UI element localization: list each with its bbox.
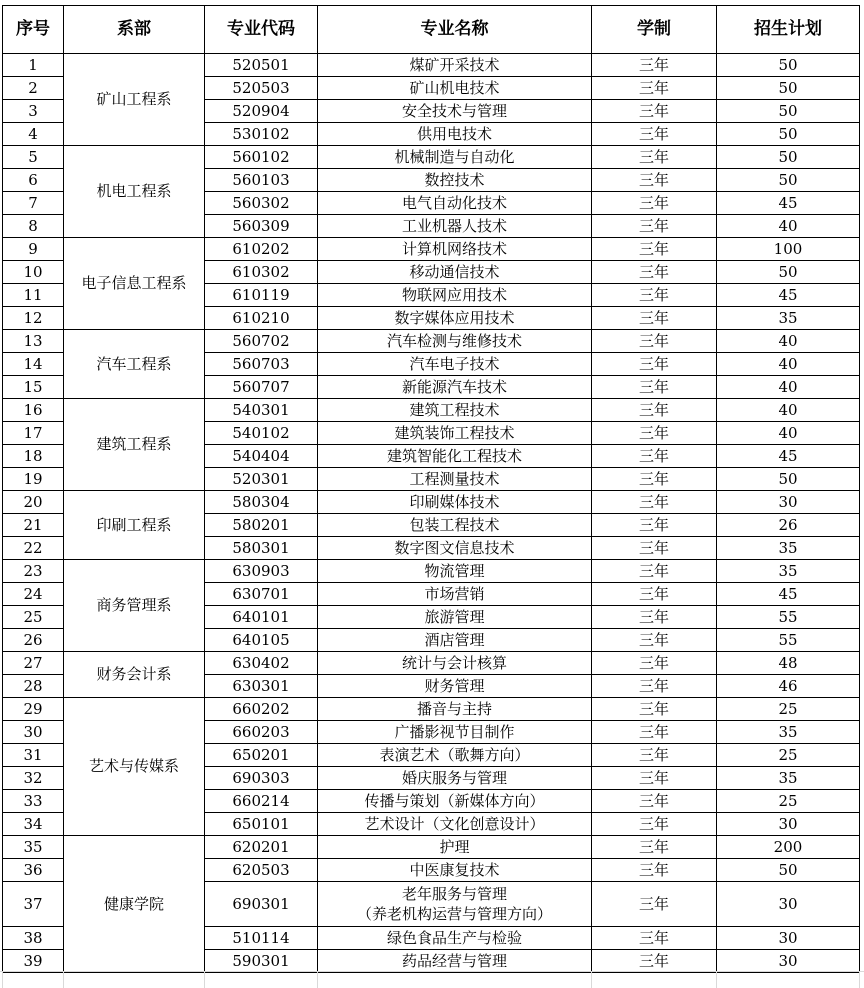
row-seq: 10 — [3, 261, 64, 284]
row-major-name: 包装工程技术 — [318, 514, 592, 537]
row-seq: 17 — [3, 422, 64, 445]
row-seq: 39 — [3, 950, 64, 973]
department-name: 商务管理系 — [64, 560, 205, 652]
department-name: 艺术与传媒系 — [64, 698, 205, 836]
row-major-code: 530102 — [205, 123, 318, 146]
row-enrollment-plan: 46 — [717, 675, 860, 698]
row-enrollment-plan: 30 — [717, 927, 860, 950]
department-name: 健康学院 — [64, 836, 205, 973]
row-major-code: 580301 — [205, 537, 318, 560]
row-major-code: 560703 — [205, 353, 318, 376]
row-duration: 三年 — [592, 54, 717, 77]
row-enrollment-plan: 50 — [717, 859, 860, 882]
row-major-code: 660202 — [205, 698, 318, 721]
row-major-code: 620201 — [205, 836, 318, 859]
row-seq: 29 — [3, 698, 64, 721]
row-major-name: 建筑工程技术 — [318, 399, 592, 422]
row-duration: 三年 — [592, 698, 717, 721]
row-major-name: 新能源汽车技术 — [318, 376, 592, 399]
row-seq: 4 — [3, 123, 64, 146]
row-major-name: 工业机器人技术 — [318, 215, 592, 238]
row-enrollment-plan: 40 — [717, 376, 860, 399]
row-enrollment-plan: 50 — [717, 261, 860, 284]
row-enrollment-plan: 35 — [717, 537, 860, 560]
row-duration: 三年 — [592, 629, 717, 652]
row-seq: 20 — [3, 491, 64, 514]
row-major-name: 酒店管理 — [318, 629, 592, 652]
row-enrollment-plan: 35 — [717, 721, 860, 744]
row-major-code: 580304 — [205, 491, 318, 514]
department-name: 财务会计系 — [64, 652, 205, 698]
row-major-code: 560103 — [205, 169, 318, 192]
row-major-code: 510114 — [205, 927, 318, 950]
row-major-code: 560702 — [205, 330, 318, 353]
row-major-name: 建筑智能化工程技术 — [318, 445, 592, 468]
row-major-name: 矿山机电技术 — [318, 77, 592, 100]
enrollment-plan-sheet — [2, 5, 860, 973]
row-seq: 18 — [3, 445, 64, 468]
row-duration: 三年 — [592, 215, 717, 238]
row-major-code: 560707 — [205, 376, 318, 399]
header-seq: 序号 — [3, 6, 64, 54]
row-major-name: 数字媒体应用技术 — [318, 307, 592, 330]
row-major-code: 520501 — [205, 54, 318, 77]
row-major-code: 650201 — [205, 744, 318, 767]
row-duration: 三年 — [592, 422, 717, 445]
row-enrollment-plan: 26 — [717, 514, 860, 537]
row-major-name: 中医康复技术 — [318, 859, 592, 882]
row-duration: 三年 — [592, 376, 717, 399]
row-seq: 12 — [3, 307, 64, 330]
row-major-name: 绿色食品生产与检验 — [318, 927, 592, 950]
table-row — [3, 836, 860, 859]
row-enrollment-plan: 45 — [717, 583, 860, 606]
department-name: 矿山工程系 — [64, 54, 205, 146]
table-row — [3, 330, 860, 353]
row-major-name: 广播影视节目制作 — [318, 721, 592, 744]
row-major-code: 560309 — [205, 215, 318, 238]
row-duration: 三年 — [592, 560, 717, 583]
row-major-code: 560302 — [205, 192, 318, 215]
row-duration: 三年 — [592, 445, 717, 468]
row-duration: 三年 — [592, 790, 717, 813]
grid-line — [2, 971, 3, 988]
row-enrollment-plan: 30 — [717, 491, 860, 514]
row-duration: 三年 — [592, 238, 717, 261]
table-row — [3, 560, 860, 583]
row-major-name: 市场营销 — [318, 583, 592, 606]
enrollment-plan-table — [2, 5, 860, 973]
row-major-name: 工程测量技术 — [318, 468, 592, 491]
row-major-code: 630903 — [205, 560, 318, 583]
row-major-name: 播音与主持 — [318, 698, 592, 721]
grid-line — [204, 971, 205, 988]
table-row — [3, 54, 860, 77]
department-name: 机电工程系 — [64, 146, 205, 238]
table-row — [3, 399, 860, 422]
row-seq: 16 — [3, 399, 64, 422]
row-major-code: 610202 — [205, 238, 318, 261]
row-enrollment-plan: 30 — [717, 882, 860, 927]
empty-grid-row — [0, 971, 864, 988]
row-seq: 2 — [3, 77, 64, 100]
row-duration: 三年 — [592, 721, 717, 744]
row-major-name: 护理 — [318, 836, 592, 859]
department-name: 建筑工程系 — [64, 399, 205, 491]
row-duration: 三年 — [592, 583, 717, 606]
row-major-code: 580201 — [205, 514, 318, 537]
row-seq: 11 — [3, 284, 64, 307]
row-seq: 38 — [3, 927, 64, 950]
row-seq: 21 — [3, 514, 64, 537]
row-enrollment-plan: 40 — [717, 353, 860, 376]
row-major-code: 690301 — [205, 882, 318, 927]
row-enrollment-plan: 40 — [717, 215, 860, 238]
row-major-name: 数控技术 — [318, 169, 592, 192]
row-major-name: 电气自动化技术 — [318, 192, 592, 215]
row-enrollment-plan: 25 — [717, 790, 860, 813]
row-seq: 6 — [3, 169, 64, 192]
row-seq: 32 — [3, 767, 64, 790]
row-major-code: 590301 — [205, 950, 318, 973]
row-major-name: 物流管理 — [318, 560, 592, 583]
row-enrollment-plan: 25 — [717, 744, 860, 767]
major-name-line1: 老年服务与管理 — [401, 885, 507, 903]
row-duration: 三年 — [592, 169, 717, 192]
row-enrollment-plan: 25 — [717, 698, 860, 721]
row-seq: 23 — [3, 560, 64, 583]
row-duration: 三年 — [592, 307, 717, 330]
row-duration: 三年 — [592, 859, 717, 882]
row-duration: 三年 — [592, 192, 717, 215]
row-major-code: 520301 — [205, 468, 318, 491]
row-major-code: 650101 — [205, 813, 318, 836]
row-duration: 三年 — [592, 100, 717, 123]
table-row — [3, 491, 860, 514]
row-duration: 三年 — [592, 950, 717, 973]
row-major-name: 移动通信技术 — [318, 261, 592, 284]
row-duration: 三年 — [592, 77, 717, 100]
row-major-name: 数字图文信息技术 — [318, 537, 592, 560]
row-major-code: 640101 — [205, 606, 318, 629]
row-duration: 三年 — [592, 146, 717, 169]
row-duration: 三年 — [592, 675, 717, 698]
row-seq: 9 — [3, 238, 64, 261]
row-enrollment-plan: 40 — [717, 422, 860, 445]
row-major-code: 560102 — [205, 146, 318, 169]
row-duration: 三年 — [592, 353, 717, 376]
row-seq: 5 — [3, 146, 64, 169]
header-enrollment-plan: 招生计划 — [717, 6, 860, 54]
row-major-code: 660203 — [205, 721, 318, 744]
row-duration: 三年 — [592, 123, 717, 146]
department-name: 印刷工程系 — [64, 491, 205, 560]
row-duration: 三年 — [592, 606, 717, 629]
row-major-code: 630402 — [205, 652, 318, 675]
row-major-name: 计算机网络技术 — [318, 238, 592, 261]
row-enrollment-plan: 50 — [717, 54, 860, 77]
header-major-name: 专业名称 — [318, 6, 592, 54]
grid-line — [63, 971, 64, 988]
row-duration: 三年 — [592, 537, 717, 560]
department-name: 汽车工程系 — [64, 330, 205, 399]
row-major-name: 物联网应用技术 — [318, 284, 592, 307]
table-body — [3, 54, 860, 973]
grid-line — [859, 971, 860, 988]
row-major-code: 610210 — [205, 307, 318, 330]
row-seq: 14 — [3, 353, 64, 376]
row-major-name: 建筑装饰工程技术 — [318, 422, 592, 445]
row-major-code: 690303 — [205, 767, 318, 790]
row-major-code: 630701 — [205, 583, 318, 606]
department-name: 电子信息工程系 — [64, 238, 205, 330]
row-major-name: 婚庆服务与管理 — [318, 767, 592, 790]
row-major-name: 煤矿开采技术 — [318, 54, 592, 77]
row-seq: 28 — [3, 675, 64, 698]
row-major-name: 旅游管理 — [318, 606, 592, 629]
row-enrollment-plan: 55 — [717, 629, 860, 652]
row-duration: 三年 — [592, 399, 717, 422]
row-duration: 三年 — [592, 927, 717, 950]
row-seq: 30 — [3, 721, 64, 744]
row-major-name — [318, 882, 592, 927]
row-enrollment-plan: 48 — [717, 652, 860, 675]
row-enrollment-plan: 55 — [717, 606, 860, 629]
row-seq: 33 — [3, 790, 64, 813]
row-duration: 三年 — [592, 468, 717, 491]
row-major-name: 安全技术与管理 — [318, 100, 592, 123]
table-row — [3, 698, 860, 721]
row-seq: 15 — [3, 376, 64, 399]
row-enrollment-plan: 35 — [717, 767, 860, 790]
row-duration: 三年 — [592, 813, 717, 836]
row-major-name: 艺术设计（文化创意设计） — [318, 813, 592, 836]
row-seq: 37 — [3, 882, 64, 927]
row-major-code: 630301 — [205, 675, 318, 698]
row-major-name: 表演艺术（歌舞方向） — [318, 744, 592, 767]
row-duration: 三年 — [592, 882, 717, 927]
row-enrollment-plan: 50 — [717, 146, 860, 169]
row-seq: 19 — [3, 468, 64, 491]
row-duration: 三年 — [592, 261, 717, 284]
row-major-code: 540301 — [205, 399, 318, 422]
row-duration: 三年 — [592, 491, 717, 514]
row-enrollment-plan: 30 — [717, 950, 860, 973]
row-major-code: 520904 — [205, 100, 318, 123]
row-enrollment-plan: 100 — [717, 238, 860, 261]
grid-line — [591, 971, 592, 988]
row-duration: 三年 — [592, 744, 717, 767]
header-major-code: 专业代码 — [205, 6, 318, 54]
row-major-name: 汽车检测与维修技术 — [318, 330, 592, 353]
row-major-name: 印刷媒体技术 — [318, 491, 592, 514]
row-major-name: 统计与会计核算 — [318, 652, 592, 675]
row-major-name: 供用电技术 — [318, 123, 592, 146]
row-enrollment-plan: 40 — [717, 399, 860, 422]
row-enrollment-plan: 200 — [717, 836, 860, 859]
row-major-code: 520503 — [205, 77, 318, 100]
major-name-line2: （养老机构运营与管理方向） — [356, 905, 552, 923]
row-major-name: 传播与策划（新媒体方向） — [318, 790, 592, 813]
table-row — [3, 146, 860, 169]
row-major-name: 机械制造与自动化 — [318, 146, 592, 169]
row-duration: 三年 — [592, 514, 717, 537]
row-seq: 35 — [3, 836, 64, 859]
row-duration: 三年 — [592, 284, 717, 307]
row-duration: 三年 — [592, 836, 717, 859]
table-row — [3, 238, 860, 261]
row-seq: 25 — [3, 606, 64, 629]
row-duration: 三年 — [592, 652, 717, 675]
row-major-code: 610302 — [205, 261, 318, 284]
table-row — [3, 652, 860, 675]
row-enrollment-plan: 30 — [717, 813, 860, 836]
row-duration: 三年 — [592, 767, 717, 790]
row-enrollment-plan: 50 — [717, 77, 860, 100]
row-major-name: 财务管理 — [318, 675, 592, 698]
grid-line — [716, 971, 717, 988]
row-enrollment-plan: 50 — [717, 169, 860, 192]
header-department: 系部 — [64, 6, 205, 54]
row-seq: 8 — [3, 215, 64, 238]
row-seq: 24 — [3, 583, 64, 606]
row-enrollment-plan: 45 — [717, 445, 860, 468]
row-major-name: 药品经营与管理 — [318, 950, 592, 973]
row-enrollment-plan: 50 — [717, 468, 860, 491]
row-major-code: 540102 — [205, 422, 318, 445]
row-enrollment-plan: 35 — [717, 307, 860, 330]
row-major-code: 620503 — [205, 859, 318, 882]
header-duration: 学制 — [592, 6, 717, 54]
row-major-code: 610119 — [205, 284, 318, 307]
row-seq: 31 — [3, 744, 64, 767]
row-seq: 13 — [3, 330, 64, 353]
header-row — [3, 6, 860, 54]
row-seq: 36 — [3, 859, 64, 882]
row-seq: 7 — [3, 192, 64, 215]
row-major-code: 660214 — [205, 790, 318, 813]
row-seq: 22 — [3, 537, 64, 560]
row-enrollment-plan: 50 — [717, 100, 860, 123]
row-duration: 三年 — [592, 330, 717, 353]
row-major-code: 640105 — [205, 629, 318, 652]
row-seq: 1 — [3, 54, 64, 77]
row-enrollment-plan: 50 — [717, 123, 860, 146]
row-seq: 3 — [3, 100, 64, 123]
row-seq: 27 — [3, 652, 64, 675]
row-enrollment-plan: 35 — [717, 560, 860, 583]
row-seq: 34 — [3, 813, 64, 836]
row-enrollment-plan: 45 — [717, 192, 860, 215]
grid-line — [317, 971, 318, 988]
row-enrollment-plan: 40 — [717, 330, 860, 353]
row-enrollment-plan: 45 — [717, 284, 860, 307]
row-seq: 26 — [3, 629, 64, 652]
row-major-code: 540404 — [205, 445, 318, 468]
row-major-name: 汽车电子技术 — [318, 353, 592, 376]
